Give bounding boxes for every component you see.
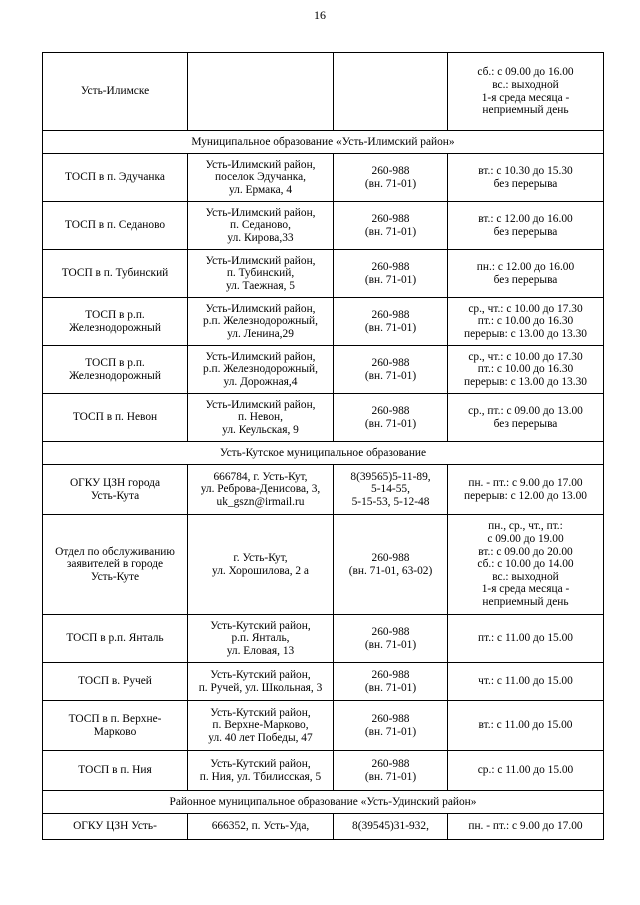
table-row: [43, 394, 604, 442]
section-title: Районное муниципальное образование «Усть-Удинский район»: [43, 791, 604, 814]
office-name-cell: ТОСП в п. Верхне- Марково: [43, 701, 188, 751]
address-cell: Усть-Кутский район, п. Ручей, ул. Школьная, 3: [188, 663, 334, 701]
schedule-cell: сб.: с 09.00 до 16.00 вс.: выходной 1-я среда месяца - неприемный день: [448, 53, 604, 131]
schedule-cell: вт.: с 12.00 до 16.00 без перерыва: [448, 202, 604, 250]
office-name-cell: ТОСП в п. Ния: [43, 751, 188, 791]
address-cell: г. Усть-Кут, ул. Хорошилова, 2 а: [188, 515, 334, 615]
address-cell: Усть-Илимский район, р.п. Железнодорожный, ул. Дорожная,4: [188, 346, 334, 394]
schedule-cell: вт.: с 10.30 до 15.30 без перерыва: [448, 154, 604, 202]
phone-cell: 260-988 (вн. 71-01): [334, 394, 448, 442]
address-cell: Усть-Илимский район, поселок Эдучанка, ул. Ермака, 4: [188, 154, 334, 202]
phone-cell: 260-988 (вн. 71-01): [334, 250, 448, 298]
schedule-cell: пн., ср., чт., пт.: с 09.00 до 19.00 вт.: с 09.00 до 20.00 сб.: с 10.00 до 14.00 вс.: выходной 1-я среда месяца - неприемный день: [448, 515, 604, 615]
schedule-cell: пн. - пт.: с 9.00 до 17.00: [448, 814, 604, 840]
section-title: Муниципальное образование «Усть-Илимский район»: [43, 131, 604, 154]
address-cell: Усть-Кутский район, п. Верхне-Марково, ул. 40 лет Победы, 47: [188, 701, 334, 751]
table-row: [43, 346, 604, 394]
phone-cell: 260-988 (вн. 71-01): [334, 298, 448, 346]
table-row: [43, 615, 604, 663]
office-name-cell: Отдел по обслуживанию заявителей в городе Усть-Куте: [43, 515, 188, 615]
address-cell: 666784, г. Усть-Кут, ул. Реброва-Денисова, 3, uk_gszn@irmail.ru: [188, 465, 334, 515]
phone-cell: 8(39545)31-932,: [334, 814, 448, 840]
office-name-cell: ОГКУ ЦЗН Усть-: [43, 814, 188, 840]
office-name-cell: ТОСП в п. Тубинский: [43, 250, 188, 298]
schedule-cell: ср.: с 11.00 до 15.00: [448, 751, 604, 791]
section-header-row: [43, 131, 604, 154]
office-name-cell: ТОСП в п. Седаново: [43, 202, 188, 250]
schedule-cell: ср., пт.: с 09.00 до 13.00 без перерыва: [448, 394, 604, 442]
phone-cell: 260-988 (вн. 71-01): [334, 701, 448, 751]
table-row: [43, 701, 604, 751]
schedule-cell: пн.: с 12.00 до 16.00 без перерыва: [448, 250, 604, 298]
phone-cell: 260-988 (вн. 71-01): [334, 663, 448, 701]
office-name-cell: ТОСП в п. Невон: [43, 394, 188, 442]
office-name-cell: ТОСП в. Ручей: [43, 663, 188, 701]
schedule-cell: чт.: с 11.00 до 15.00: [448, 663, 604, 701]
address-cell: 666352, п. Усть-Уда,: [188, 814, 334, 840]
office-name-cell: ТОСП в р.п. Железнодорожный: [43, 298, 188, 346]
table-row: [43, 515, 604, 615]
phone-cell: 260-988 (вн. 71-01): [334, 202, 448, 250]
table-row: [43, 663, 604, 701]
table-row: [43, 298, 604, 346]
address-cell: Усть-Кутский район, р.п. Янталь, ул. Еловая, 13: [188, 615, 334, 663]
table-row: [43, 154, 604, 202]
phone-cell: 260-988 (вн. 71-01): [334, 154, 448, 202]
section-header-row: [43, 791, 604, 814]
phone-cell: 260-988 (вн. 71-01, 63-02): [334, 515, 448, 615]
table-row: [43, 250, 604, 298]
phone-cell: [334, 53, 448, 131]
phone-cell: 260-988 (вн. 71-01): [334, 615, 448, 663]
phone-cell: 260-988 (вн. 71-01): [334, 346, 448, 394]
address-cell: Усть-Илимский район, р.п. Железнодорожный, ул. Ленина,29: [188, 298, 334, 346]
office-name-cell: ТОСП в п. Эдучанка: [43, 154, 188, 202]
address-cell: Усть-Илимский район, п. Невон, ул. Кеульская, 9: [188, 394, 334, 442]
address-cell: Усть-Кутский район, п. Ния, ул. Тбилисская, 5: [188, 751, 334, 791]
page-number: 16: [314, 8, 326, 22]
office-name-cell: ТОСП в р.п. Янталь: [43, 615, 188, 663]
section-header-row: [43, 442, 604, 465]
section-title: Усть-Кутское муниципальное образование: [43, 442, 604, 465]
table-row: [43, 53, 604, 131]
schedule-cell: пт.: с 11.00 до 15.00: [448, 615, 604, 663]
office-name-cell: ТОСП в р.п. Железнодорожный: [43, 346, 188, 394]
table-row: [43, 814, 604, 840]
schedule-cell: ср., чт.: с 10.00 до 17.30 пт.: с 10.00 до 16.30 перерыв: с 13.00 до 13.30: [448, 346, 604, 394]
address-cell: Усть-Илимский район, п. Тубинский, ул. Таежная, 5: [188, 250, 334, 298]
service-offices-table: [42, 52, 604, 840]
table-row: [43, 751, 604, 791]
table-row: [43, 465, 604, 515]
schedule-cell: вт.: с 11.00 до 15.00: [448, 701, 604, 751]
office-name-cell: Усть-Илимске: [43, 53, 188, 131]
phone-cell: 260-988 (вн. 71-01): [334, 751, 448, 791]
schedule-cell: пн. - пт.: с 9.00 до 17.00 перерыв: с 12.00 до 13.00: [448, 465, 604, 515]
phone-cell: 8(39565)5-11-89, 5-14-55, 5-15-53, 5-12-48: [334, 465, 448, 515]
address-cell: Усть-Илимский район, п. Седаново, ул. Кирова,33: [188, 202, 334, 250]
office-name-cell: ОГКУ ЦЗН города Усть-Кута: [43, 465, 188, 515]
table-row: [43, 202, 604, 250]
schedule-cell: ср., чт.: с 10.00 до 17.30 пт.: с 10.00 до 16.30 перерыв: с 13.00 до 13.30: [448, 298, 604, 346]
address-cell: [188, 53, 334, 131]
